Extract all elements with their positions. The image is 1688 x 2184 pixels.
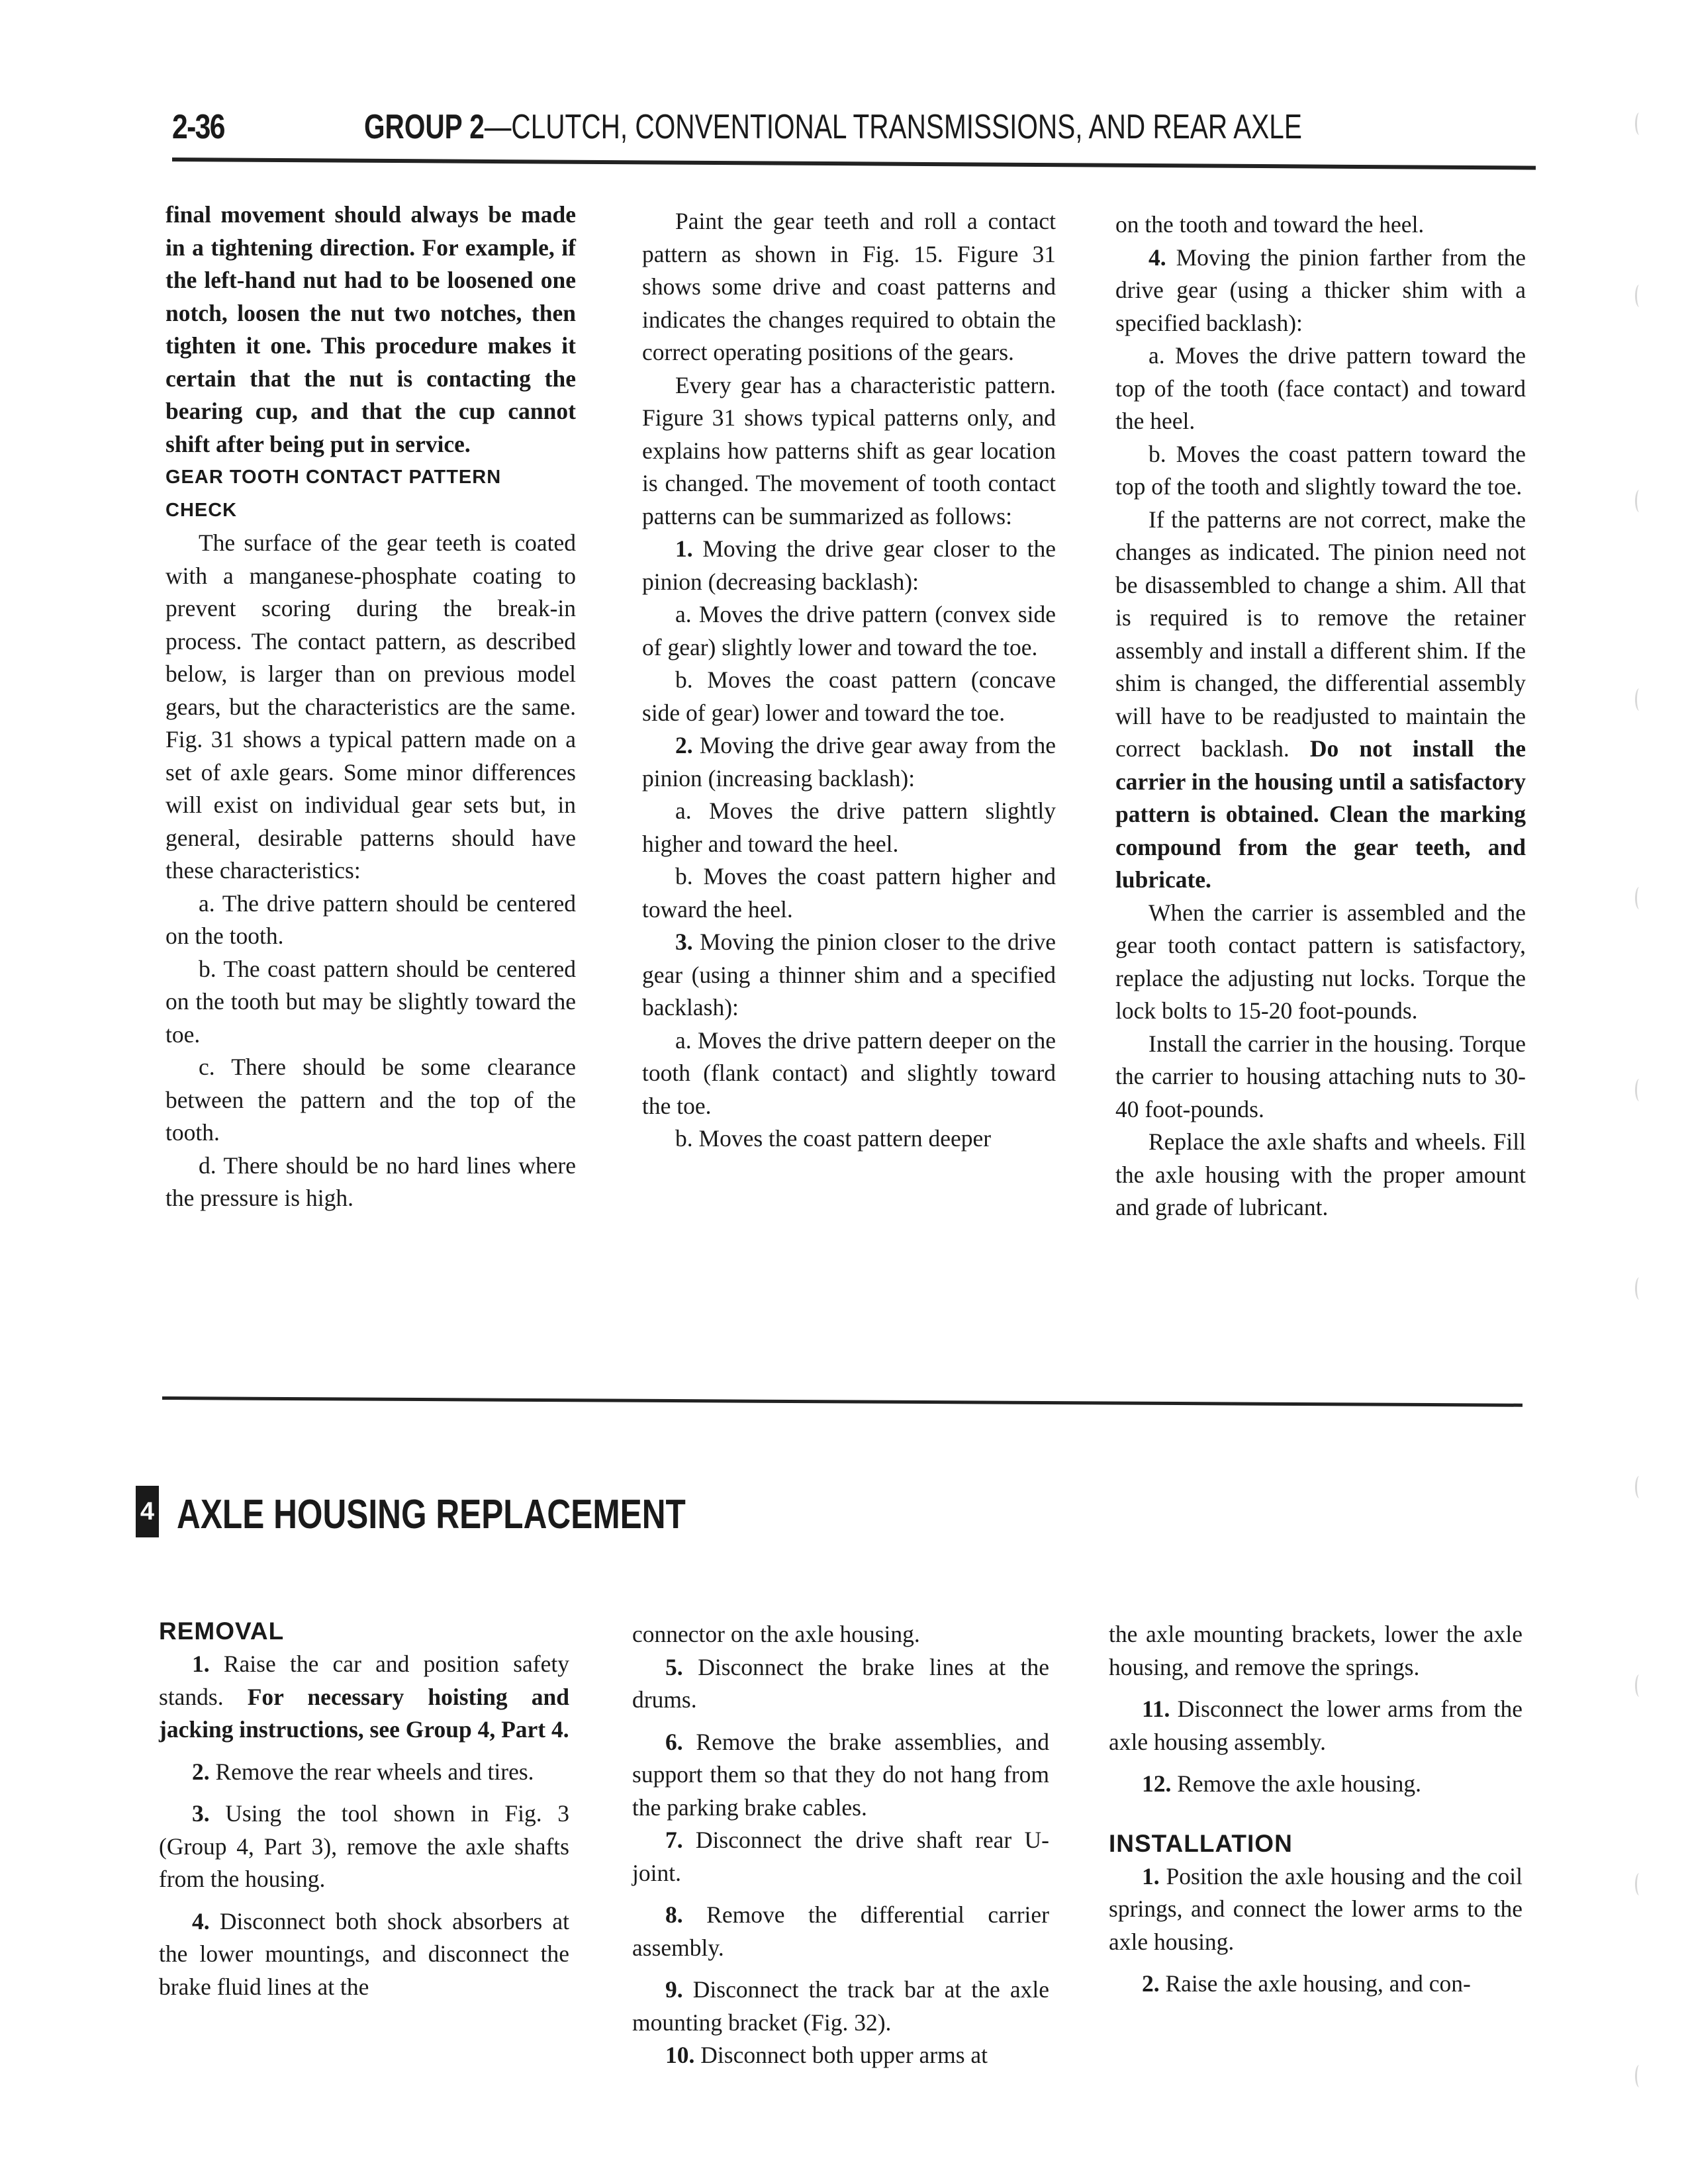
lower-column-1: [159, 1615, 569, 2003]
step-number: 3.: [192, 1800, 210, 1827]
list-item: b. The coast pattern should be centered on the tooth but may be slightly toward the toe.: [165, 955, 576, 1048]
list-item: a. The drive pattern should be centered on the tooth.: [165, 889, 576, 949]
step-number: 3.: [675, 929, 693, 955]
step-text: Using the tool shown in Fig. 3 (Group 4, Part 3), remove the axle shafts from the housing.: [159, 1800, 569, 1892]
step-number: 2.: [1142, 1970, 1160, 1997]
list-item: [1109, 1768, 1523, 1801]
list-item: b. Moves the coast pattern deeper: [675, 1125, 992, 1152]
list-item: [1109, 1693, 1523, 1758]
step-text: Disconnect the track bar at the axle mounting bracket (Fig. 32).: [632, 1976, 1050, 2036]
list-item: c. There should be some clearance between the pattern and the top of the tooth.: [165, 1054, 576, 1146]
step-text: Raise the car and position safety stands.: [159, 1651, 570, 1710]
list-item: [159, 1797, 569, 1896]
continuation: connector on the axle housing.: [632, 1621, 920, 1647]
list-item: [632, 1824, 1049, 1889]
step-text: Moving the drive gear closer to the pinion (decreasing backlash):: [642, 535, 1056, 595]
step-text: Remove the brake assemblies, and support them so that they do not hang from the parking brake cables.: [632, 1728, 1050, 1821]
list-item: [1109, 1968, 1523, 2001]
binding-hole-mark: [1635, 688, 1644, 711]
continuation: on the tooth and toward the heel.: [1115, 211, 1425, 238]
step-number: 1.: [675, 535, 693, 562]
list-item: a. Moves the drive pattern deeper on the tooth (flank contact) and slightly toward the toe.: [642, 1026, 1056, 1119]
paragraph: Every gear has a characteristic pattern. Figure 31 shows typical patterns only, and explains how patterns shift as gear location is changed. The movement of tooth contact patterns can be summarized as follows:: [642, 371, 1056, 529]
step-text: Position the axle housing and the coil springs, and connect the lower arms to the axle housing.: [1109, 1862, 1523, 1955]
step-text: Moving the pinion farther from the drive gear (using a thicker shim with a specified backlash):: [1115, 244, 1526, 336]
intro-paragraph: final movement should always be made in a tightening direction. For example, if the left-hand nut had to be loosened one notch, loosen the nut two notches, then tighten it one. This procedure makes it certain that the nut is contacting the bearing cup, and that the cup cannot shift after being put in service.: [165, 201, 576, 457]
list-item: [642, 533, 1056, 598]
page-number: 2-36: [172, 108, 224, 146]
binding-hole-mark: [1635, 285, 1644, 307]
paragraph: Paint the gear teeth and roll a contact pattern as shown in Fig. 15. Figure 31 shows some drive and coast patterns and indicates the changes required to obtain the correct operating positions of the gears.: [642, 208, 1056, 365]
list-item: a. Moves the drive pattern (convex side of gear) slightly lower and toward the toe.: [642, 601, 1056, 660]
subhead-gear-tooth-contact: GEAR TOOTH CONTACT PATTERN CHECK: [165, 467, 502, 521]
step-number: 7.: [665, 1827, 683, 1853]
list-item: [632, 1651, 1049, 1717]
step-number: 11.: [1142, 1696, 1170, 1722]
paragraph: Replace the axle shafts and wheels. Fill the axle housing with the proper amount and grade of lubricant.: [1115, 1128, 1526, 1220]
section-number-badge: 4: [136, 1486, 159, 1537]
list-item: [1115, 242, 1526, 340]
binding-hole-mark: [1635, 887, 1644, 909]
step-text: Remove the rear wheels and tires.: [215, 1758, 534, 1785]
note-text: For necessary hoisting and jacking instructions, see Group 4, Part 4.: [159, 1683, 570, 1743]
list-item: [159, 1756, 569, 1789]
step-text: Disconnect the lower arms from the axle housing assembly.: [1109, 1696, 1523, 1755]
step-text: Moving the pinion closer to the drive gear (using a thinner shim and a specified backlash):: [642, 929, 1056, 1021]
list-item: [632, 1726, 1049, 1825]
binding-hole-mark: [1635, 2065, 1644, 2087]
step-text: Raise the axle housing, and con-: [1165, 1970, 1471, 1997]
step-number: 10.: [665, 2042, 695, 2068]
list-item: [632, 2039, 1049, 2072]
step-text: Disconnect both upper arms at: [700, 2042, 988, 2068]
step-number: 2.: [675, 732, 693, 758]
step-number: 4.: [1149, 244, 1166, 271]
list-item: [1109, 1860, 1523, 1959]
paragraph: [1115, 504, 1526, 897]
binding-hole-mark: [1635, 1674, 1644, 1697]
step-number: 8.: [665, 1901, 683, 1928]
list-item: [159, 1648, 569, 1747]
section-title: AXLE HOUSING REPLACEMENT: [177, 1492, 686, 1537]
list-item: [632, 1974, 1049, 2039]
step-text: Remove the differential carrier assembly.: [632, 1901, 1049, 1961]
step-number: 4.: [192, 1907, 210, 1934]
subhead-installation: INSTALLATION: [1109, 1829, 1293, 1857]
binding-hole-mark: [1635, 113, 1644, 135]
step-text: Disconnect both shock absorbers at the lower mountings, and disconnect the brake fluid lines at the: [159, 1907, 569, 2000]
paragraph: Install the carrier in the housing. Torque the carrier to housing attaching nuts to 30-40 foot-pounds.: [1115, 1030, 1526, 1122]
step-text: Remove the axle housing.: [1177, 1770, 1421, 1797]
step-number: 2.: [192, 1758, 210, 1785]
warning-text: Do not install the carrier in the housing until a satisfactory pattern is obtained. Clean the marking compound from the gear teeth, and lubricate.: [1115, 735, 1526, 893]
lower-column-3: [1109, 1618, 1523, 2001]
step-number: 12.: [1142, 1770, 1172, 1797]
list-item: [642, 926, 1056, 1024]
step-number: 5.: [665, 1653, 683, 1680]
step-number: 6.: [665, 1728, 683, 1755]
page-header: [172, 99, 1529, 179]
step-text: Moving the drive gear away from the pinion (increasing backlash):: [642, 732, 1056, 792]
list-item: [642, 729, 1056, 795]
binding-hole-mark: [1635, 1476, 1644, 1498]
list-item: [159, 1905, 569, 2004]
list-item: [632, 1899, 1049, 1964]
step-number: 1.: [1142, 1862, 1160, 1889]
continuation: the axle mounting brackets, lower the axle housing, and remove the springs.: [1109, 1621, 1523, 1680]
subhead-removal: REMOVAL: [159, 1617, 285, 1645]
group-label: GROUP 2: [364, 108, 485, 146]
header-rule: [172, 158, 1536, 170]
binding-hole-mark: [1635, 1079, 1644, 1101]
step-number: 9.: [665, 1976, 683, 2003]
list-item: b. Moves the coast pattern (concave side of gear) lower and toward the toe.: [642, 666, 1056, 726]
paragraph: The surface of the gear teeth is coated with a manganese-phosphate coating to prevent scoring during the break-in process. The contact pattern, as described below, is larger than on previous model gears, but the characteristics are the same. Fig. 31 shows a typical pattern made on a set of axle gears. Some minor differences will exist on individual gear sets but, in general, desirable patterns should have these characteristics:: [165, 529, 576, 884]
binding-hole-mark: [1635, 1277, 1644, 1300]
paragraph-text: If the patterns are not correct, make the changes as indicated. The pinion need not be disassembled to change a shim. All that is required is to remove the retainer assembly and install a different shim. If the shim is changed, the differential assembly will have to be readjusted to maintain the correct backlash.: [1115, 506, 1526, 762]
lower-column-2: [632, 1618, 1049, 2072]
binding-hole-mark: [1635, 490, 1644, 512]
list-item: a. Moves the drive pattern toward the top of the tooth (face contact) and toward the heel.: [1115, 342, 1526, 434]
list-item: b. Moves the coast pattern toward the top of the tooth and slightly toward the toe.: [1115, 440, 1526, 500]
list-item: b. Moves the coast pattern higher and toward the heel.: [642, 863, 1056, 923]
upper-column-3: [1115, 208, 1526, 1224]
upper-column-1: [165, 199, 576, 1215]
group-subtitle: —CLUTCH, CONVENTIONAL TRANSMISSIONS, AND REAR AXLE: [484, 108, 1302, 146]
step-text: Disconnect the brake lines at the drums.: [632, 1653, 1049, 1713]
list-item: a. Moves the drive pattern slightly higher and toward the heel.: [642, 797, 1056, 857]
list-item: d. There should be no hard lines where the pressure is high.: [165, 1152, 576, 1211]
step-text: Disconnect the drive shaft rear U-joint.: [632, 1827, 1049, 1886]
upper-column-2: [642, 205, 1056, 1156]
paragraph: When the carrier is assembled and the gear tooth contact pattern is satisfactory, replace the adjusting nut locks. Torque the lock bolts to 15-20 foot-pounds.: [1115, 899, 1526, 1024]
binding-hole-mark: [1635, 1873, 1644, 1895]
step-number: 1.: [192, 1651, 210, 1677]
section-divider: [162, 1396, 1523, 1407]
running-title: [364, 107, 1302, 147]
